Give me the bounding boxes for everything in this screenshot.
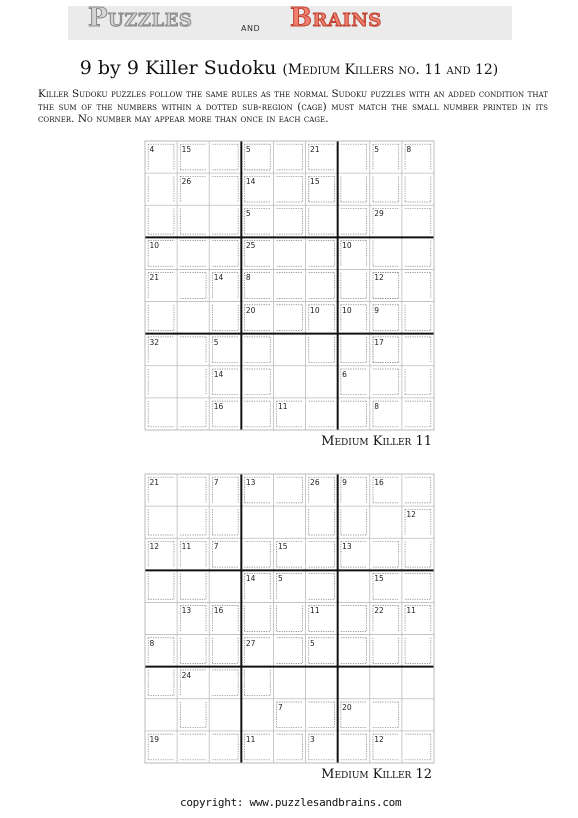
cage-sum-label: 14	[245, 574, 256, 584]
cage-sum-label: 8	[374, 401, 380, 411]
cage-sum-label: 7	[277, 702, 283, 712]
cage-sum-label: 17	[374, 337, 384, 347]
cage-clues-11	[145, 141, 434, 430]
cage-sum-label: 12	[149, 542, 160, 552]
cage-sum-label: 15	[310, 177, 320, 187]
cage-sum-label: 5	[374, 145, 380, 154]
cage-sum-label: 13	[342, 542, 352, 552]
cage-sum-label: 3	[310, 734, 315, 744]
cage-sum-label: 26	[181, 177, 192, 187]
cage-sum-label: 22	[374, 606, 384, 616]
cage-sum-label: 21	[149, 273, 160, 283]
cage-sum-label: 14	[213, 369, 224, 379]
cage-sum-label: 7	[213, 542, 219, 552]
cage-sum-label: 11	[310, 606, 320, 616]
cage-sum-label: 5	[245, 145, 251, 154]
cage-sum-label: 13	[181, 606, 192, 616]
cage-sum-label: 10	[310, 305, 320, 315]
cage-sum-label: 15	[374, 574, 384, 584]
cage-sum-label: 32	[149, 337, 160, 347]
cage-sum-label: 14	[213, 273, 224, 283]
cage-sum-label: 14	[245, 177, 256, 187]
cage-sum-label: 13	[245, 478, 256, 487]
logo-brains-text: Brains	[290, 3, 382, 33]
cage-sum-label: 24	[181, 670, 192, 680]
cage-sum-label: 21	[310, 145, 320, 154]
cage-sum-label: 27	[245, 638, 256, 648]
rules-paragraph: Killer Sudoku puzzles follow the same rules as the normal Sudoku puzzles with an added condition that the sum of the numbers within a dotted sub-region (cage) must match the small number printed in its corner. No number may appear more than once in each cage.	[38, 88, 548, 125]
cage-sum-label: 5	[277, 574, 283, 584]
cage-sum-label: 8	[149, 638, 155, 648]
sudoku-grid-12	[145, 474, 434, 763]
cage-sum-label: 16	[374, 478, 384, 487]
title-main: 9 by 9 Killer Sudoku	[79, 57, 277, 79]
puzzle-caption-11: Medium Killer 11	[321, 434, 432, 449]
cage-sum-label: 12	[406, 510, 416, 520]
cage-sum-label: 10	[342, 241, 352, 251]
cage-sum-label: 11	[406, 606, 416, 616]
logo-and-text: and	[241, 21, 261, 34]
puzzle-caption-12: Medium Killer 12	[321, 767, 432, 782]
cage-sum-label: 12	[374, 734, 384, 744]
cage-sum-label: 10	[149, 241, 160, 251]
cage-sum-label: 5	[245, 209, 251, 219]
cage-sum-label: 15	[181, 145, 192, 154]
cage-sum-label: 9	[342, 478, 347, 487]
cage-sum-label: 11	[277, 401, 288, 411]
cage-sum-label: 10	[342, 305, 352, 315]
cage-sum-label: 11	[181, 542, 192, 552]
cage-sum-label: 6	[342, 369, 347, 379]
cage-sum-label: 15	[277, 542, 288, 552]
cage-sum-label: 16	[213, 401, 224, 411]
cage-sum-label: 8	[245, 273, 251, 283]
cage-sum-label: 11	[245, 734, 256, 744]
cage-sum-label: 20	[245, 305, 256, 315]
page-title	[0, 56, 578, 82]
cage-sum-label: 19	[149, 734, 160, 744]
cage-sum-label: 5	[310, 638, 315, 648]
cage-sum-label: 7	[213, 478, 219, 487]
cage-sum-label: 26	[310, 478, 320, 487]
cage-sum-label: 20	[342, 702, 352, 712]
cage-sum-label: 5	[213, 337, 219, 347]
logo-puzzles-text: Puzzles	[88, 3, 193, 33]
cage-sum-label: 8	[406, 145, 412, 154]
title-subtitle: (Medium Killers no. 11 and 12)	[282, 62, 499, 78]
cage-clues-12	[145, 474, 434, 763]
cage-sum-label: 29	[374, 209, 384, 219]
cage-sum-label: 12	[374, 273, 384, 283]
cage-sum-label: 9	[374, 305, 380, 315]
cage-sum-label: 4	[149, 145, 155, 154]
cage-sum-label: 21	[149, 478, 160, 487]
footer-copyright: copyright: www.puzzlesandbrains.com	[180, 796, 402, 809]
sudoku-grid-11	[145, 141, 434, 430]
cage-sum-label: 25	[245, 241, 256, 251]
cage-sum-label: 16	[213, 606, 224, 616]
